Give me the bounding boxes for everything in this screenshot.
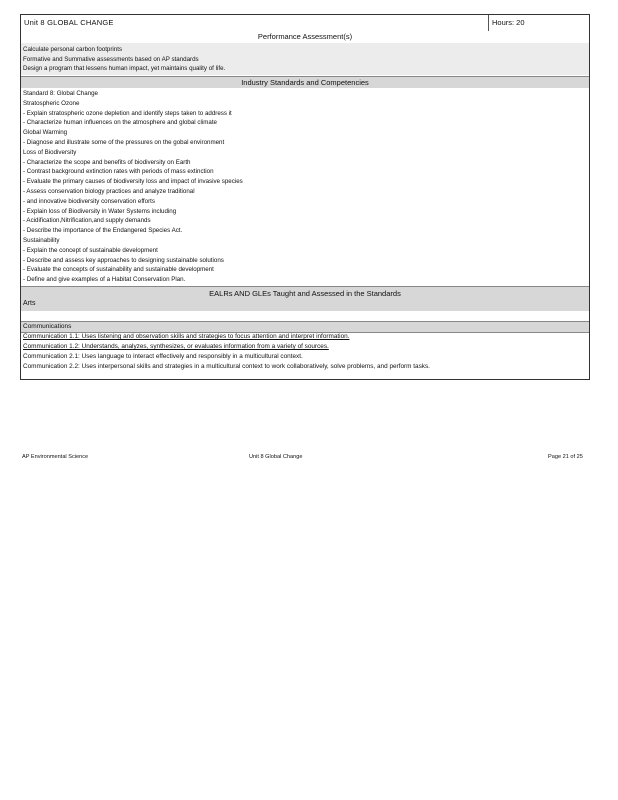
- standard-line: - Describe and assess key approaches to designing sustainable solutions: [23, 256, 224, 264]
- standard-line: Global Warming: [23, 129, 68, 137]
- unit-title-row: [21, 15, 589, 32]
- communications-heading: Communications: [23, 323, 72, 330]
- industry-standards-heading: Industry Standards and Competencies: [21, 76, 589, 89]
- standard-line: - and innovative biodiversity conservation efforts: [23, 197, 155, 205]
- communications-section: [21, 332, 589, 372]
- standard-line: - Evaluate the primary causes of biodiversity loss and impact of invasive species: [23, 178, 243, 186]
- hours-label: Hours: 20: [492, 18, 525, 27]
- standard-line: Sustainability: [23, 236, 60, 244]
- footer-course: AP Environmental Science: [22, 454, 89, 460]
- standard-line: - Acidification,Nitrification,and supply demands: [23, 217, 151, 225]
- communication-line: Communication 1.2: Understands, analyzes, synthesizes, or evaluates information from a variety of sources.: [23, 343, 329, 350]
- standard-line: - Diagnose and illustrate some of the pressures on the gobal environment: [23, 138, 225, 146]
- ealrs-heading-row: [21, 286, 589, 312]
- performance-line: Design a program that lessens human impact, yet maintains quality of life.: [23, 65, 226, 72]
- standard-line: Stratospheric Ozone: [23, 99, 80, 107]
- footer-unit: Unit 8 Global Change: [249, 454, 303, 460]
- performance-line: Formative and Summative assessments based on AP standards: [23, 55, 199, 63]
- performance-heading: Performance Assessment(s): [21, 31, 589, 43]
- standard-line: - Contrast background extinction rates with periods of mass extinction: [23, 168, 214, 176]
- communication-line: Communication 1.1: Uses listening and observation skills and strategies to focus attention and interpret information.: [23, 333, 350, 340]
- ealrs-heading: EALRs AND GLEs Taught and Assessed in the Standards: [209, 289, 401, 298]
- communication-line: Communication 2.2: Uses interpersonal skills and strategies in a multicultural context to work collaboratively, solve problems, and perform tasks.: [23, 363, 430, 370]
- standard-line: - Characterize the scope and benefits of biodiversity on Earth: [23, 158, 191, 166]
- standard-line: - Explain stratospheric ozone depletion and identify steps taken to address it: [23, 109, 232, 117]
- communication-line: Communication 2.1: Uses language to interact effectively and responsibly in a multicultural context.: [23, 353, 303, 360]
- industry-standards-section: [21, 88, 589, 285]
- performance-line: Calculate personal carbon footprints: [23, 46, 123, 53]
- standard-line: - Assess conservation biology practices and analyze traditional: [23, 187, 195, 195]
- standard-line: - Explain the concept of sustainable development: [23, 246, 158, 254]
- spacer-row: [21, 311, 589, 321]
- unit-title: Unit 8 GLOBAL CHANGE: [24, 18, 114, 27]
- standard-line: Loss of Biodiversity: [23, 148, 77, 156]
- standard-line: - Define and give examples of a Habitat Conservation Plan.: [23, 276, 186, 284]
- performance-section: [21, 43, 589, 75]
- footer-page-number: Page 21 of 25: [548, 454, 583, 460]
- arts-label: Arts: [23, 300, 36, 307]
- standard-line: - Explain loss of Biodiversity in Water Systems including: [23, 207, 177, 215]
- unit-table: [20, 14, 590, 380]
- standard-line: - Evaluate the concepts of sustainability and sustainable development: [23, 266, 214, 274]
- standard-line: - Characterize human influences on the atmosphere and global climate: [23, 119, 217, 127]
- hours-divider: [488, 15, 489, 31]
- standard-line: Standard 8: Global Change: [23, 90, 98, 97]
- standard-line: - Describe the importance of the Endangered Species Act.: [23, 227, 183, 235]
